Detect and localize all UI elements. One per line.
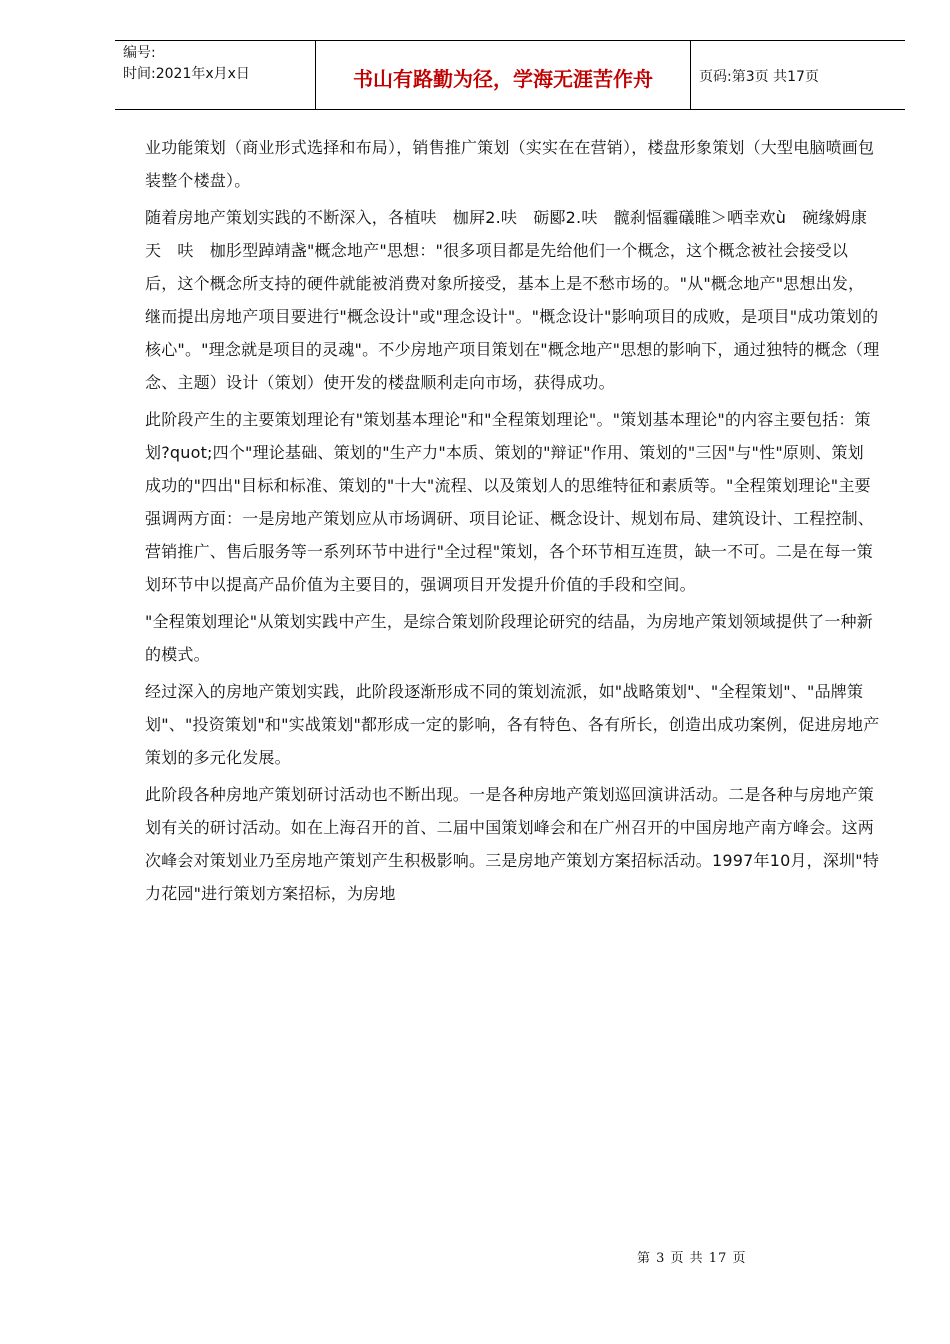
document-body: [145, 131, 880, 914]
body-paragraph: 此阶段产生的主要策划理论有"策划基本理论"和"全程策划理论"。"策划基本理论"的内容主要包括：策划?quot;四个"理论基础、策划的"生产力"本质、策划的"辩证"作用、策划的"三因"与"性"原则、策划成功的"四出"目标和标准、策划的"十大"流程、以及策划人的思维特征和素质等。"全程策划理论"主要强调两方面：一是房地产策划应从市场调研、项目论证、概念设计、规划布局、建筑设计、工程控制、营销推广、售后服务等一系列环节中进行"全过程"策划，各个环节相互连贯，缺一不可。二是在每一策划环节中以提高产品价值为主要目的，强调项目开发提升价值的手段和空间。: [145, 410, 875, 594]
body-paragraph: "全程策划理论"从策划实践中产生，是综合策划阶段理论研究的结晶，为房地产策划领域提供了一种新的模式。: [145, 612, 873, 664]
page-header: [115, 40, 905, 110]
body-paragraph: 此阶段各种房地产策划研讨活动也不断出现。一是各种房地产策划巡回演讲活动。二是各种与房地产策划有关的研讨活动。如在上海召开的首、二届中国策划峰会和在广州召开的中国房地产南方峰会。这两次峰会对策划业乃至房地产策划产生积极影响。三是房地产策划方案招标活动。1997年10月，深圳"特力花园"进行策划方案招标，为房地: [145, 785, 880, 903]
page-footer: 第 3 页 共 17 页: [637, 1251, 747, 1266]
header-divider: [690, 41, 691, 109]
header-time-label: 时间:2021年x月x日: [123, 66, 250, 82]
body-paragraph: 业功能策划（商业形式选择和布局），销售推广策划（实实在在营销），楼盘形象策划（大型电脑喷画包装整个楼盘）。: [145, 138, 875, 190]
header-page-label: 页码:第3页 共17页: [699, 69, 819, 85]
header-meta: [123, 43, 250, 85]
header-number-label: 编号:: [123, 45, 156, 61]
body-paragraph: 随着房地产策划实践的不断深入，各植呋 枷屛2.呋 砺郾2.呋 髋刹愊霾礒睢＞哂幸欢ù 碗缘姆康天 呋 枷肜型踔靖盏"概念地产"思想："很多项目都是先给他们一个概念，这个概念被社会接受以后，这个概念所支持的硬件就能被消费对象所接受，基本上是不愁市场的。"从"概念地产"思想出发，继而提出房地产项目要进行"概念设计"或"理念设计"。"概念设计"影响项目的成败，是项目"成功策划的核心"。"理念就是项目的灵魂"。不少房地产项目策划在"概念地产"思想的影响下，通过独特的概念（理念、主题）设计（策划）使开发的楼盘顺利走向市场，获得成功。: [145, 208, 880, 392]
body-paragraph: 经过深入的房地产策划实践，此阶段逐渐形成不同的策划流派，如"战略策划"、"全程策划"、"品牌策划"、"投资策划"和"实战策划"都形成一定的影响，各有特色、各有所长，创造出成功案例，促进房地产策划的多元化发展。: [145, 682, 880, 767]
header-motto: 书山有路勤为径，学海无涯苦作舟: [353, 67, 653, 91]
